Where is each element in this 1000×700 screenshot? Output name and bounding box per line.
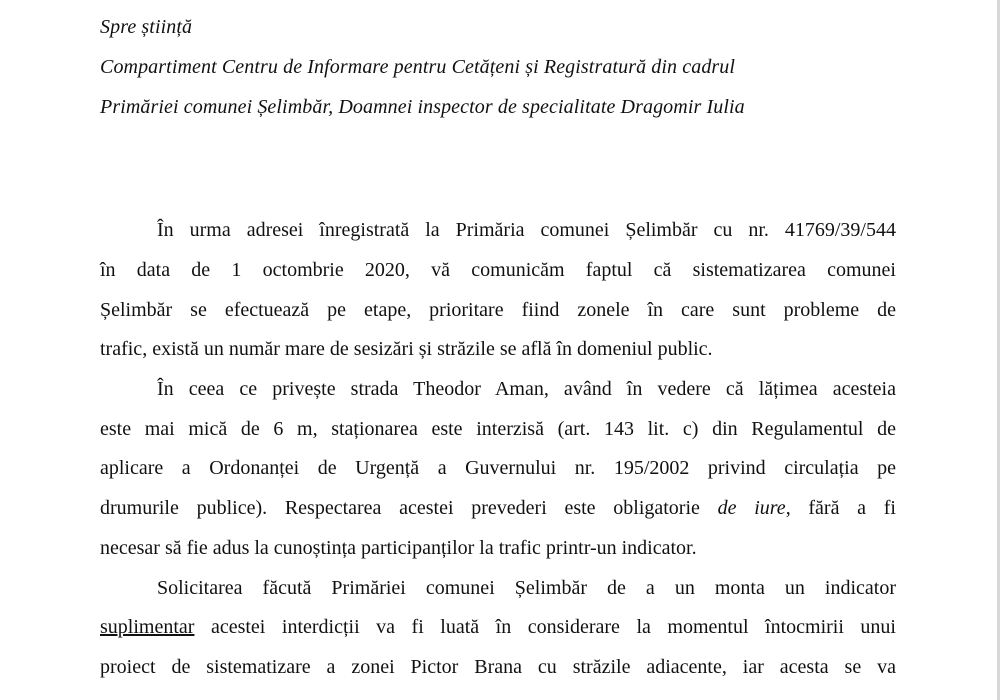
- paragraph-2-line-2: este mai mică de 6 m, staționarea este interzisă (art. 143 lit. c) din Regulamentul de: [100, 418, 896, 440]
- paragraph-2-line-5: necesar să fie adus la cunoștința participanților la trafic printr-un indicator.: [100, 537, 697, 559]
- addressee-line-2: Compartiment Centru de Informare pentru Cetățeni și Registratură din cadrul: [100, 56, 736, 78]
- paragraph-2-line-3: aplicare a Ordonanței de Urgență a Guvernului nr. 195/2002 privind circulația pe: [100, 457, 896, 479]
- paragraph-3-line-2-text: acestei interdicții va fi luată în considerare la momentul întocmirii unui: [194, 616, 896, 638]
- paragraph-1-line-1: În urma adresei înregistrată la Primăria comunei Șelimbăr cu nr. 41769/39/544: [157, 219, 896, 241]
- paragraph-3-line-3: proiect de sistematizare a zonei Pictor Brana cu străzile adiacente, iar acesta se va: [100, 656, 896, 678]
- paragraph-2-line-4-text: drumurile publice). Respectarea acestei prevederi este obligatorie: [100, 497, 718, 519]
- addressee-line-3: Primăriei comunei Șelimbăr, Doamnei inspector de specialitate Dragomir Iulia: [100, 96, 745, 118]
- underlined-word-suplimentar: suplimentar: [100, 616, 195, 638]
- latin-term-de-iure: de iure: [717, 497, 786, 519]
- addressee-line-1: Spre știință: [100, 16, 193, 38]
- paragraph-2-line-1: În ceea ce privește strada Theodor Aman, având în vedere că lățimea acesteia: [157, 378, 896, 400]
- paragraph-1-line-2: în data de 1 octombrie 2020, vă comunicăm faptul că sistematizarea comunei: [100, 259, 896, 281]
- paragraph-2-line-4-end: , fără a fi: [785, 497, 896, 519]
- paragraph-1-line-3: Șelimbăr se efectuează pe etape, prioritare fiind zonele în care sunt probleme de: [100, 299, 896, 321]
- paragraph-3-line-1: Solicitarea făcută Primăriei comunei Șelimbăr de a un monta un indicator: [157, 577, 896, 599]
- paragraph-3-line-2: [100, 615, 896, 639]
- paragraph-1-line-4: trafic, există un număr mare de sesizări și străzile se află în domeniul public.: [100, 338, 713, 360]
- paragraph-2-line-4: [100, 496, 896, 520]
